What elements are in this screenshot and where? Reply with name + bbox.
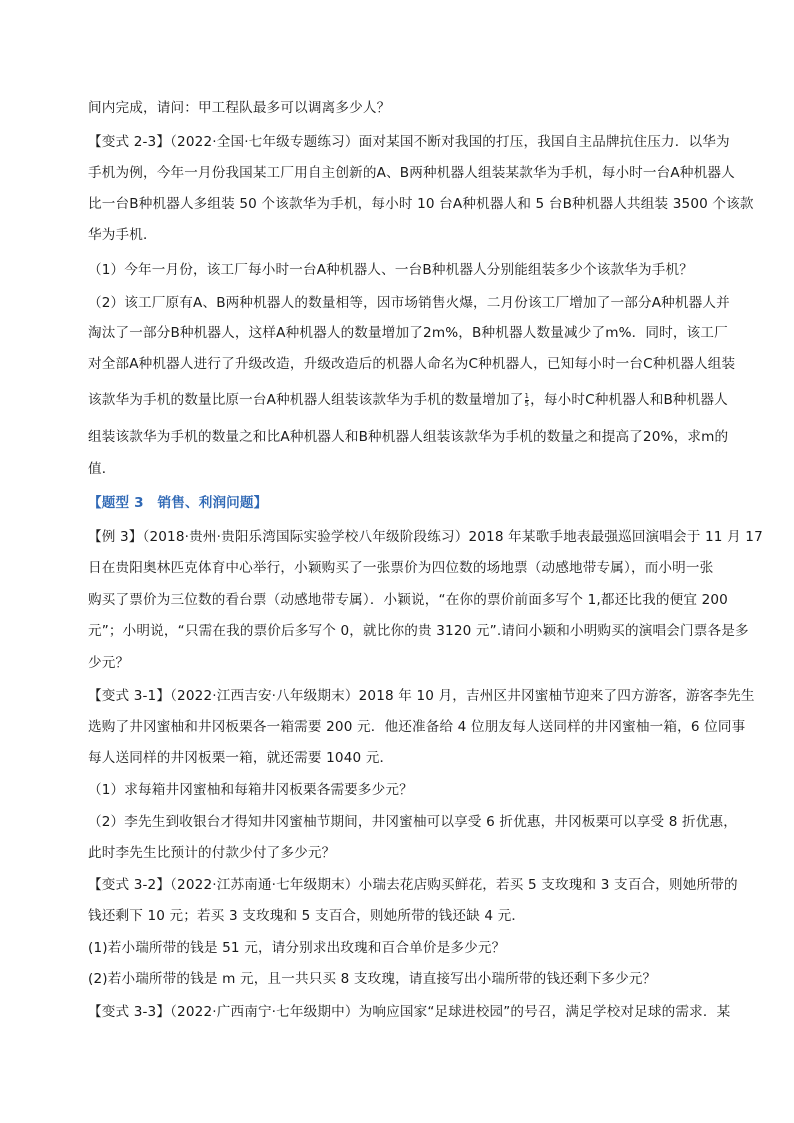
text-line: 购买了票价为三位数的看台票（动感地带专属）．小颖说，“在你的票价前面多写个 1,都还比我的便宜 200 <box>88 592 728 608</box>
text-line: 此时李先生比预计的付款少付了多少元？ <box>88 845 336 861</box>
text-line: 日在贵阳奥林匹克体育中心举行，小颖购买了一张票价为四位数的场地票（动感地带专属），而小明一张 <box>88 560 714 576</box>
text-line: 【变式 2-3】（2022·全国·七年级专题练习）面对某国不断对我国的打压，我国自主品牌抗住压力．以华为 <box>88 134 730 150</box>
text-line: 【变式 3-1】（2022·江西吉安·八年级期末）2018 年 10 月，吉州区井冈蜜柚节迎来了四方游客，游客李先生 <box>88 688 755 704</box>
text-line: （1）求每箱井冈蜜柚和每箱井冈板栗各需要多少元？ <box>88 782 413 798</box>
text-line: （2）李先生到收银台才得知井冈蜜柚节期间，井冈蜜柚可以享受 6 折优惠，井冈板栗可以享受 8 折优惠， <box>88 814 738 830</box>
text-line: 间内完成，请问：甲工程队最多可以调离多少人？ <box>88 100 391 116</box>
text-line: （2）该工厂原有A、B两种机器人的数量相等，因市场销售火爆，二月份该工厂增加了一部分A种机器人并 <box>88 295 730 311</box>
fraction-numerator: 1 <box>524 391 530 400</box>
text-line-with-fraction <box>88 390 728 410</box>
text-line: 【变式 3-3】（2022·广西南宁·七年级期中）为响应国家“足球进校园”的号召，满足学校对足球的需求．某 <box>88 1004 731 1020</box>
text-line: 组装该款华为手机的数量之和比A种机器人和B种机器人组装该款华为手机的数量之和提高了20%，求m的 <box>88 429 729 445</box>
text-line: 【例 3】（2018·贵州·贵阳乐湾国际实验学校八年级阶段练习）2018 年某歌手地表最强巡回演唱会于 11 月 17 <box>88 529 763 545</box>
section-title: 【题型 3 销售、利润问题】 <box>88 495 268 511</box>
fraction-one-fifth <box>525 393 530 408</box>
fraction-denominator: 5 <box>524 399 530 408</box>
text-line: 选购了井冈蜜柚和井冈板栗各一箱需要 200 元．他还准备给 4 位朋友每人送同样的井冈蜜柚一箱，6 位同事 <box>88 719 746 735</box>
text-line: 值． <box>88 461 116 477</box>
text-line: 每人送同样的井冈板栗一箱，就还需要 1040 元． <box>88 750 394 766</box>
text-line: 淘汰了一部分B种机器人，这样A种机器人的数量增加了2m%，B种机器人数量减少了m%．同时，该工厂 <box>88 325 728 341</box>
text-line: 【变式 3-2】（2022·江苏南通·七年级期末）小瑞去花店购买鲜花，若买 5 支玫瑰和 3 支百合，则她所带的 <box>88 877 738 893</box>
text-line: 比一台B种机器人多组装 50 个该款华为手机，每小时 10 台A种机器人和 5 台B种机器人共组装 3500 个该款 <box>88 196 754 212</box>
text-line: 钱还剩下 10 元；若买 3 支玫瑰和 5 支百合，则她所带的钱还缺 4 元． <box>88 908 526 924</box>
text-line: 手机为例，今年一月份我国某工厂用自主创新的A、B两种机器人组装某款华为手机，每小时一台A种机器人 <box>88 165 735 181</box>
text-segment: ，每小时C种机器人和B种机器人 <box>530 392 728 408</box>
text-line: (1)若小瑞所带的钱是 51 元，请分别求出玫瑰和百合单价是多少元？ <box>88 940 506 956</box>
text-segment: 该款华为手机的数量比原一台A种机器人组装该款华为手机的数量增加了 <box>88 392 524 408</box>
text-line: (2)若小瑞所带的钱是 m 元，且一共只买 8 支玫瑰，请直接写出小瑞所带的钱还剩下多少元？ <box>88 971 657 987</box>
text-line: 元”；小明说，“只需在我的票价后多写个 0，就比你的贵 3120 元”.请问小颖和小明购买的演唱会门票各是多 <box>88 623 749 639</box>
text-line: （1）今年一月份，该工厂每小时一台A种机器人、一台B种机器人分别能组装多少个该款华为手机？ <box>88 262 693 278</box>
text-line: 对全部A种机器人进行了升级改造，升级改造后的机器人命名为C种机器人，已知每小时一台C种机器人组装 <box>88 356 736 372</box>
text-line: 华为手机． <box>88 227 157 243</box>
text-line: 少元？ <box>88 655 130 671</box>
